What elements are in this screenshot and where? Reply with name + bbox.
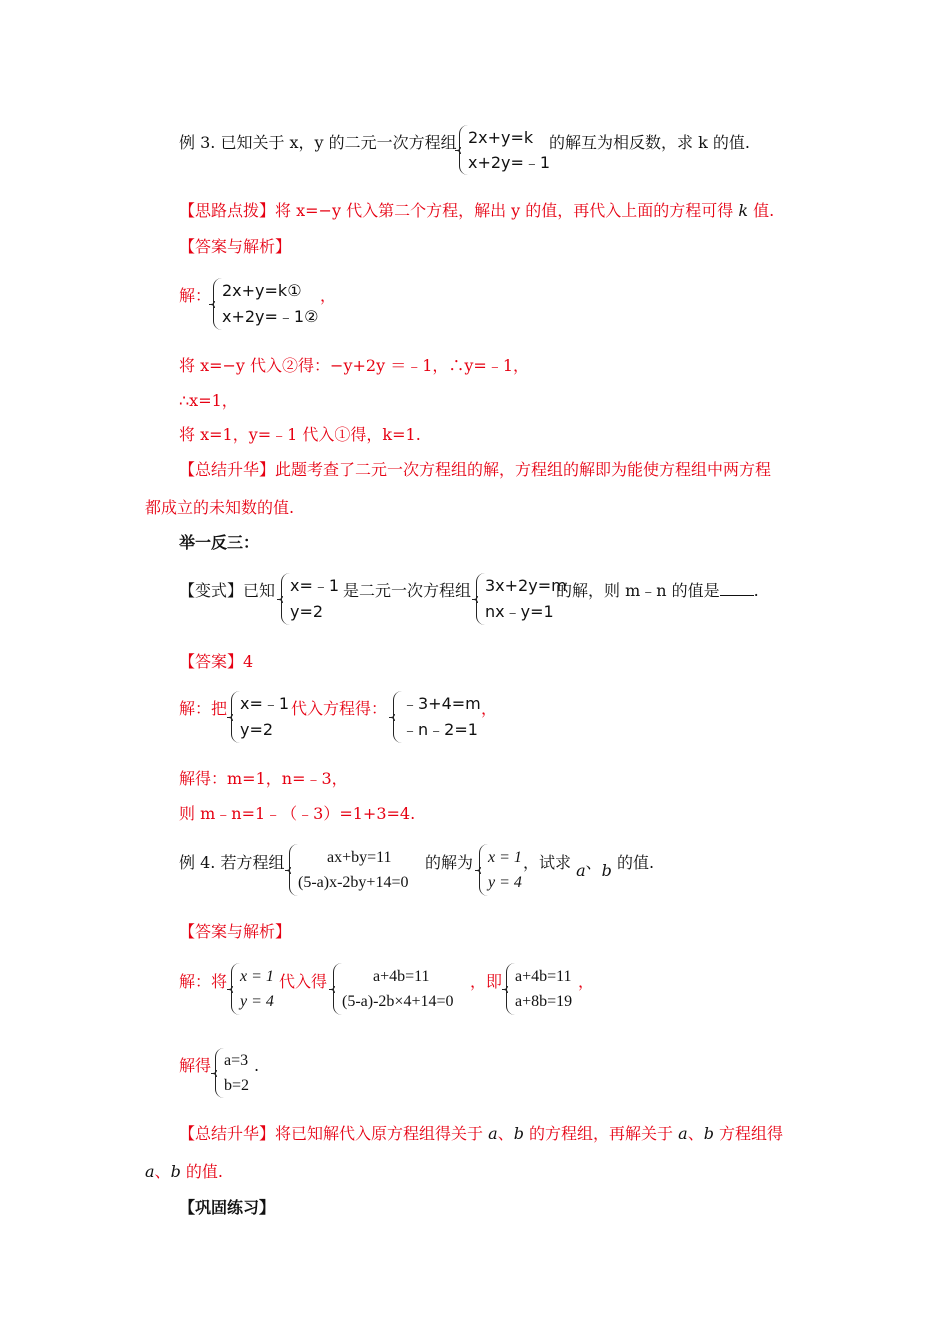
variant-result-system	[393, 691, 479, 743]
example-4-solution-mid: 代入得	[279, 972, 328, 991]
variant-end: .	[753, 581, 759, 600]
variant-solution-lead: 解：把	[179, 699, 228, 718]
variant-solution-tail: ，	[481, 699, 498, 718]
example-4-answer-title: 【答案与解析】	[179, 922, 292, 941]
variable-b: b	[170, 1162, 181, 1181]
variant-lead	[179, 581, 275, 601]
example-3-step-1: 将 x=−y 代入②得：−y+2y ＝﹣1，∴y=﹣1，	[179, 356, 530, 375]
example-3-hint	[179, 201, 774, 221]
equation-1: a+4b=11	[515, 968, 572, 985]
extension-title: 举一反三：	[179, 533, 260, 552]
equation-1: x = 1	[488, 849, 522, 866]
example-4-mid: 的解为	[425, 853, 474, 872]
summary-text-2: 的方程组，再解关于	[529, 1124, 674, 1143]
example-4-solution-mid-2: ，即	[470, 972, 503, 991]
example-4-substituted-system	[333, 963, 473, 1015]
hint-text: 将 x=−y 代入第二个方程，解出 y 的值，再代入上面的方程可得	[275, 201, 734, 220]
equation-1: 2x+y=k	[468, 128, 534, 147]
variant-question-end	[556, 581, 759, 601]
example-4-result-lead: 解得	[179, 1056, 212, 1075]
variable-b: b	[601, 861, 612, 880]
equation-2: y = 4	[240, 993, 274, 1010]
practice-title: 【巩固练习】	[179, 1198, 276, 1217]
separator: 、	[585, 853, 602, 872]
variant-substitute-system	[231, 691, 293, 743]
equation-2: x+2y=﹣1②	[222, 307, 319, 326]
hint-end: 值.	[753, 201, 775, 220]
equation-1: ax+by=11	[327, 849, 392, 866]
variant-answer: 【答案】4	[179, 652, 254, 671]
example-3-step-2: ∴x=1，	[179, 391, 238, 410]
equation-1: a+4b=11	[373, 968, 430, 985]
brace-icon	[281, 573, 290, 625]
example-3-answer-title: 【答案与解析】	[179, 237, 292, 256]
example-4-solution-lead: 解：将	[179, 972, 228, 991]
brace-icon	[213, 278, 222, 330]
example-3-prefix: 例 3. 已知关于 x，y 的二元一次方程组	[179, 133, 457, 152]
summary-text-4: 的值.	[185, 1162, 223, 1181]
example-3-summary-line-1	[179, 460, 771, 480]
equation-1: 3x+2y=m	[485, 576, 567, 595]
variant-solution-mid: 代入方程得：	[291, 699, 388, 718]
example-4-summary-line-1	[179, 1124, 783, 1144]
brace-icon	[231, 691, 240, 743]
variable-b: b	[513, 1124, 524, 1143]
variant-step-1: 解得：m=1，n=﹣3，	[179, 769, 348, 788]
example-3-solution-lead: 解：	[179, 286, 212, 305]
brace-icon	[459, 125, 468, 175]
example-4-text-c: ，试求	[523, 853, 572, 872]
answer-blank[interactable]	[720, 581, 754, 596]
equation-2: y=2	[290, 602, 324, 621]
brace-icon	[476, 573, 485, 625]
example-4-equation-system	[289, 844, 421, 896]
example-3-summary-line-2: 都成立的未知数的值.	[145, 498, 295, 517]
summary-text-1: 将已知解代入原方程组得关于	[275, 1124, 484, 1143]
summary-tag: 【总结升华】	[179, 460, 276, 479]
equation-2: ﹣n﹣2=1	[402, 720, 478, 739]
equation-2: b=2	[224, 1077, 250, 1094]
hint-variable: k	[738, 201, 749, 220]
equation-2: y=2	[240, 720, 274, 739]
variant-equation-system	[476, 573, 567, 625]
example-3-equation-system	[459, 125, 551, 175]
example-4-simplified-system	[506, 963, 582, 1015]
equation-1: ﹣3+4=m	[402, 694, 481, 713]
separator: 、	[154, 1162, 171, 1181]
summary-tag: 【总结升华】	[179, 1124, 276, 1143]
example-3-question	[179, 133, 457, 153]
example-3-solution-system	[213, 278, 325, 330]
variable-a: a	[576, 861, 586, 880]
example-4-end: 的值.	[617, 853, 655, 872]
variant-text-b: 是二元一次方程组	[343, 581, 472, 600]
variable-a: a	[678, 1124, 688, 1143]
separator: 、	[687, 1124, 704, 1143]
hint-tag: 【思路点拨】	[179, 201, 276, 220]
example-3-suffix: 的解互为相反数，求 k 的值.	[549, 133, 750, 152]
brace-icon	[289, 844, 298, 896]
equation-2: y = 4	[488, 874, 522, 891]
example-4-substitute-system	[231, 963, 281, 1015]
equation-1: x = 1	[240, 968, 274, 985]
equation-2: a+8b=19	[515, 993, 573, 1010]
equation-2: nx﹣y=1	[485, 602, 554, 621]
brace-icon	[333, 963, 342, 1015]
equation-1: 2x+y=k①	[222, 281, 302, 300]
example-4-result-tail: .	[254, 1056, 260, 1075]
example-4-solution-tail: ，	[578, 972, 595, 991]
example-3-step-3: 将 x=1，y=﹣1 代入①得，k=1.	[179, 425, 421, 444]
variant-tag: 【变式】	[179, 581, 244, 600]
example-4-result-system	[215, 1048, 259, 1098]
brace-icon	[479, 844, 488, 896]
variable-b: b	[703, 1124, 714, 1143]
example-4-summary-line-2	[145, 1162, 223, 1182]
summary-text: 此题考查了二元一次方程组的解，方程组的解即为能使方程组中两方程	[275, 460, 772, 479]
example-4-prefix: 例 4. 若方程组	[179, 853, 285, 872]
equation-2: (5-a)-2b×4+14=0	[342, 993, 454, 1010]
variant-solution-system	[281, 573, 343, 625]
example-4-question-end	[523, 853, 655, 880]
variable-a: a	[145, 1162, 155, 1181]
equation-1: a=3	[224, 1052, 249, 1069]
equation-1: x=﹣1	[290, 576, 340, 595]
variant-step-2: 则 m﹣n=1﹣（﹣3）=1+3=4.	[179, 804, 416, 823]
variant-text-c: 的解，则 m﹣n 的值是	[556, 581, 720, 600]
example-3-solution-tail: ，	[320, 286, 337, 305]
variable-a: a	[488, 1124, 498, 1143]
summary-text-3: 方程组得	[719, 1124, 784, 1143]
variant-text-a: 已知	[243, 581, 276, 600]
equation-1: x=﹣1	[240, 694, 290, 713]
equation-2: (5-a)x-2by+14=0	[298, 874, 409, 891]
brace-icon	[506, 963, 515, 1015]
separator: 、	[497, 1124, 514, 1143]
brace-icon	[393, 691, 402, 743]
brace-icon	[231, 963, 240, 1015]
equation-2: x+2y=﹣1	[468, 153, 551, 172]
brace-icon	[215, 1048, 224, 1098]
